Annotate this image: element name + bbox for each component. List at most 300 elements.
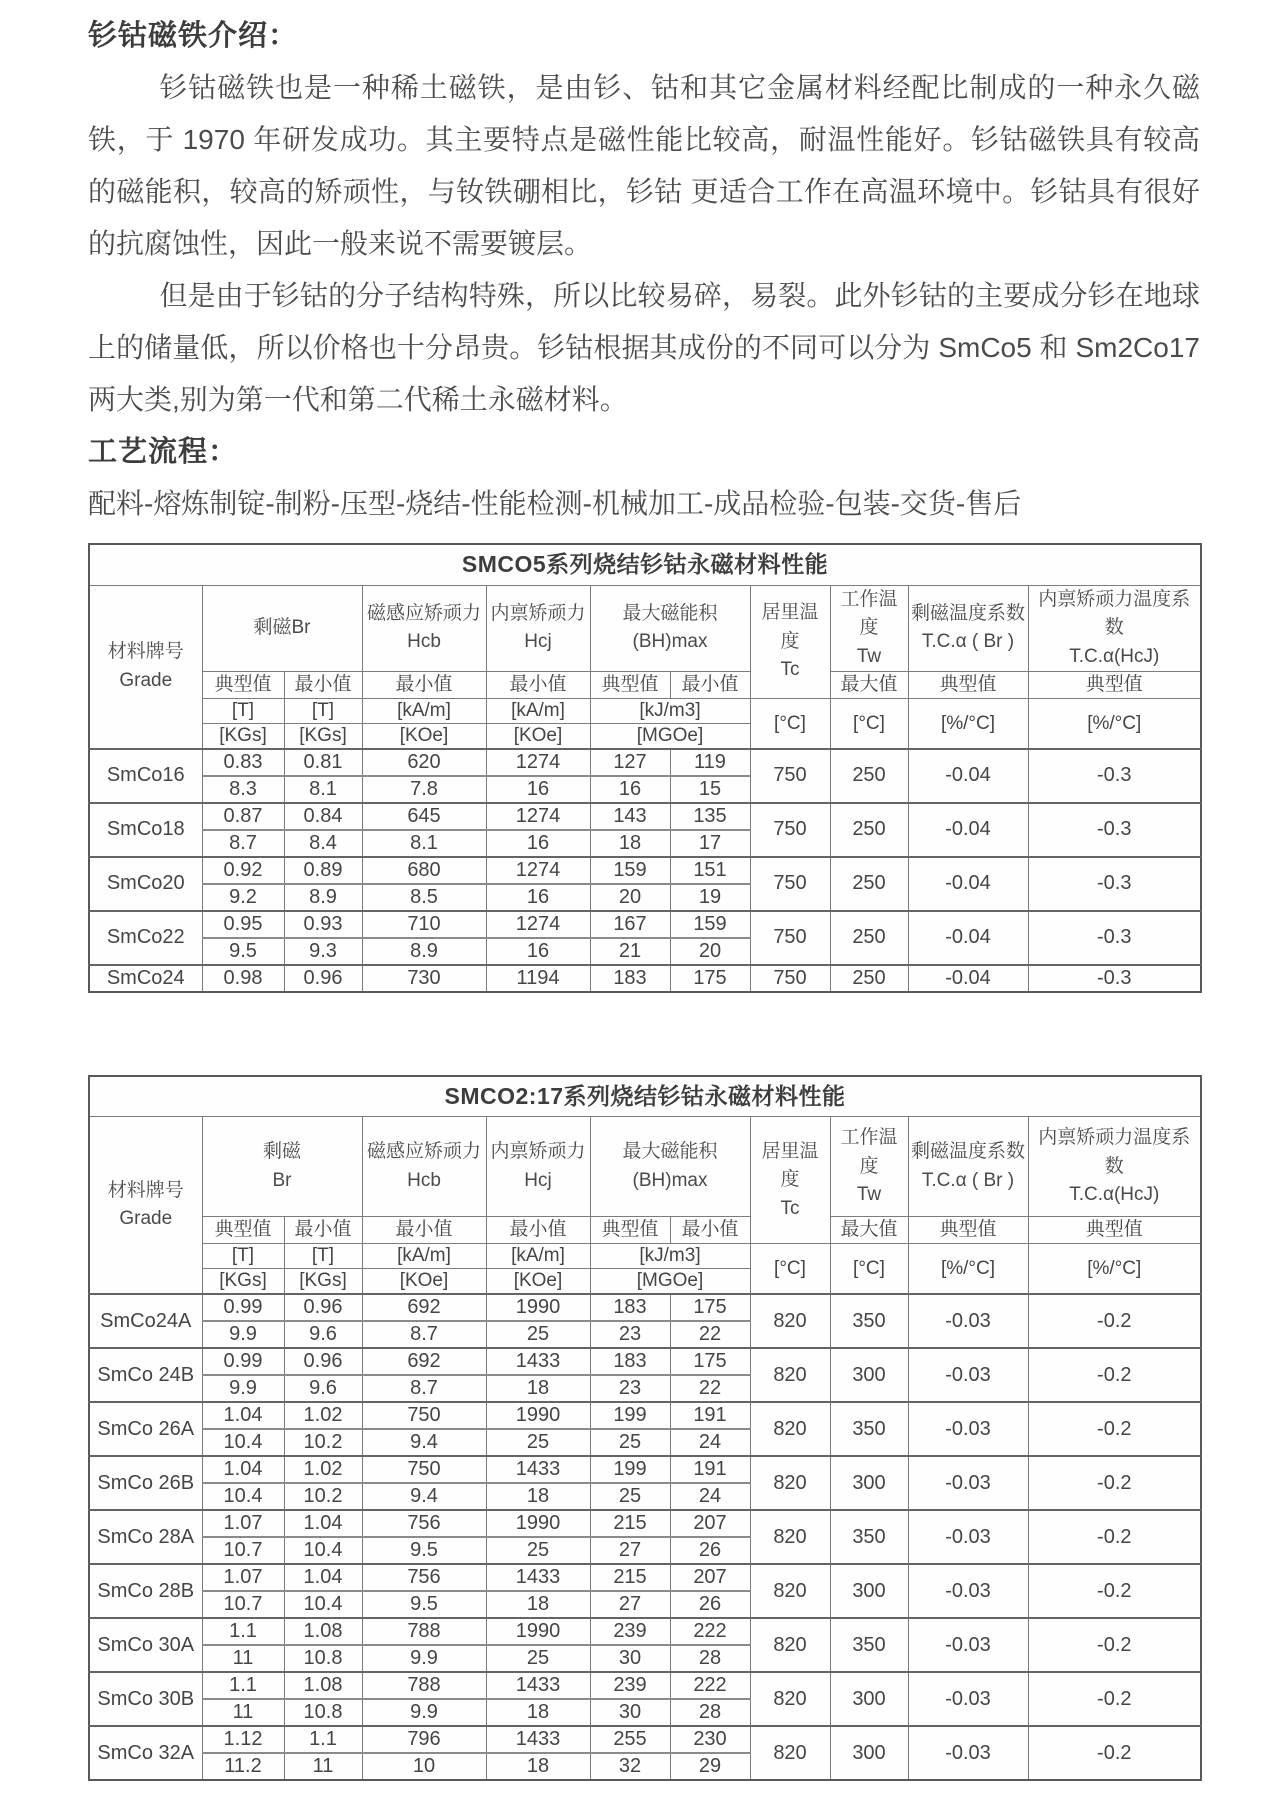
data-cell: 788 — [362, 1618, 486, 1645]
process-heading: 工艺流程： — [88, 436, 239, 468]
data-cell: 30 — [590, 1699, 670, 1726]
data-cell: 9.5 — [202, 938, 284, 965]
unit-label: [°C] — [830, 1244, 908, 1294]
data-cell: 1433 — [486, 1726, 590, 1753]
grade-cell: SmCo24 — [89, 965, 202, 992]
grade-cell: SmCo 26A — [89, 1402, 202, 1456]
data-cell: 0.99 — [202, 1294, 284, 1321]
data-cell: 7.8 — [362, 776, 486, 803]
data-cell: -0.04 — [908, 749, 1028, 803]
data-cell: 0.93 — [284, 911, 362, 938]
data-cell: 10.7 — [202, 1537, 284, 1564]
data-cell: 239 — [590, 1672, 670, 1699]
value-label: 典型值 — [908, 672, 1028, 699]
data-cell: 250 — [830, 749, 908, 803]
data-cell: 167 — [590, 911, 670, 938]
unit-label: [KGs] — [284, 724, 362, 749]
data-cell: 645 — [362, 803, 486, 830]
data-cell: 1274 — [486, 749, 590, 776]
data-cell: 20 — [670, 938, 750, 965]
data-cell: 8.7 — [202, 830, 284, 857]
grade-cell: SmCo 28B — [89, 1564, 202, 1618]
data-cell: 9.4 — [362, 1483, 486, 1510]
data-cell: 9.5 — [362, 1591, 486, 1618]
data-cell: 1.04 — [284, 1564, 362, 1591]
data-cell: 8.9 — [284, 884, 362, 911]
data-cell: -0.03 — [908, 1456, 1028, 1510]
data-cell: 300 — [830, 1456, 908, 1510]
data-cell: -0.3 — [1028, 857, 1201, 911]
data-cell: 18 — [486, 1483, 590, 1510]
data-cell: 692 — [362, 1348, 486, 1375]
data-cell: 1274 — [486, 857, 590, 884]
column-header-bhmax: 最大磁能积 (BH)max — [590, 1117, 750, 1217]
value-label: 最小值 — [670, 672, 750, 699]
data-cell: 119 — [670, 749, 750, 776]
column-header-hcb: 磁感应矫顽力 Hcb — [362, 585, 486, 672]
data-cell: 1433 — [486, 1348, 590, 1375]
data-cell: 10.4 — [284, 1591, 362, 1618]
data-cell: 756 — [362, 1564, 486, 1591]
data-cell: 1.08 — [284, 1618, 362, 1645]
data-cell: 0.96 — [284, 965, 362, 992]
grade-cell: SmCo16 — [89, 749, 202, 803]
intro-paragraph-1: 钐钴磁铁也是一种稀土磁铁，是由钐、钴和其它金属材料经配比制成的一种永久磁铁，于 1970 年研发成功。其主要特点是磁性能比较高，耐温性能好。钐钴磁铁具有较高的磁能积，较高的矫顽性，与钕铁硼相比，钐钴 更适合工作在高温环境中。钐钴具有很好的抗腐蚀性，因此一般来说不需要镀层。 — [88, 72, 1200, 259]
data-cell: 19 — [670, 884, 750, 911]
data-cell: 10.8 — [284, 1645, 362, 1672]
data-cell: 0.99 — [202, 1348, 284, 1375]
data-cell: 159 — [670, 911, 750, 938]
data-cell: 1.12 — [202, 1726, 284, 1753]
unit-label: [KOe] — [486, 1269, 590, 1294]
data-cell: 756 — [362, 1510, 486, 1537]
data-cell: 1433 — [486, 1564, 590, 1591]
data-cell: 750 — [750, 965, 830, 992]
unit-label: [MGOe] — [590, 1269, 750, 1294]
data-cell: 1.04 — [202, 1402, 284, 1429]
unit-label: [%/°C] — [908, 1244, 1028, 1294]
unit-label: [KOe] — [362, 1269, 486, 1294]
value-label: 最小值 — [362, 672, 486, 699]
data-cell: 820 — [750, 1564, 830, 1618]
data-cell: 300 — [830, 1672, 908, 1726]
data-cell: 8.3 — [202, 776, 284, 803]
column-header-tc: 居里温度 Tc — [750, 1117, 830, 1244]
unit-label: [°C] — [750, 1244, 830, 1294]
column-header-tchcj: 内禀矫顽力温度系数 T.C.α(HcJ) — [1028, 585, 1201, 672]
value-label: 最小值 — [670, 1217, 750, 1244]
data-cell: -0.03 — [908, 1672, 1028, 1726]
data-cell: 0.83 — [202, 749, 284, 776]
data-cell: 1.02 — [284, 1402, 362, 1429]
data-cell: -0.03 — [908, 1294, 1028, 1348]
data-cell: 350 — [830, 1618, 908, 1672]
data-cell: 10 — [362, 1753, 486, 1780]
data-cell: 250 — [830, 911, 908, 965]
data-cell: 230 — [670, 1726, 750, 1753]
data-cell: 8.5 — [362, 884, 486, 911]
data-cell: 32 — [590, 1753, 670, 1780]
unit-label: [%/°C] — [908, 699, 1028, 749]
data-cell: -0.03 — [908, 1348, 1028, 1402]
data-cell: 25 — [486, 1321, 590, 1348]
grade-cell: SmCo22 — [89, 911, 202, 965]
value-label: 典型值 — [1028, 1217, 1201, 1244]
data-cell: 9.9 — [362, 1699, 486, 1726]
value-label: 最小值 — [486, 1217, 590, 1244]
value-label: 最大值 — [830, 672, 908, 699]
value-label: 典型值 — [202, 1217, 284, 1244]
smco217-properties-table — [88, 1075, 1202, 1781]
unit-label: [kA/m] — [362, 699, 486, 724]
grade-cell: SmCo 28A — [89, 1510, 202, 1564]
data-cell: 692 — [362, 1294, 486, 1321]
data-cell: 27 — [590, 1591, 670, 1618]
data-cell: 0.84 — [284, 803, 362, 830]
data-cell: 199 — [590, 1402, 670, 1429]
data-cell: -0.2 — [1028, 1564, 1201, 1618]
data-cell: 710 — [362, 911, 486, 938]
data-cell: -0.3 — [1028, 803, 1201, 857]
unit-label: [MGOe] — [590, 724, 750, 749]
data-cell: 9.4 — [362, 1429, 486, 1456]
data-cell: 222 — [670, 1618, 750, 1645]
data-cell: -0.2 — [1028, 1402, 1201, 1456]
unit-label: [kA/m] — [486, 1244, 590, 1269]
grade-cell: SmCo18 — [89, 803, 202, 857]
data-cell: -0.2 — [1028, 1348, 1201, 1402]
value-label: 典型值 — [908, 1217, 1028, 1244]
data-cell: 18 — [590, 830, 670, 857]
data-cell: 1274 — [486, 803, 590, 830]
data-cell: 350 — [830, 1402, 908, 1456]
data-cell: 1990 — [486, 1402, 590, 1429]
data-cell: 350 — [830, 1294, 908, 1348]
data-cell: 9.2 — [202, 884, 284, 911]
data-cell: 28 — [670, 1645, 750, 1672]
data-cell: 16 — [486, 938, 590, 965]
data-cell: 820 — [750, 1402, 830, 1456]
intro-heading: 钐钴磁铁介绍： — [88, 20, 299, 52]
data-cell: 127 — [590, 749, 670, 776]
data-cell: 191 — [670, 1402, 750, 1429]
data-cell: 9.9 — [202, 1321, 284, 1348]
data-cell: 300 — [830, 1348, 908, 1402]
column-header-hcj: 内禀矫顽力 Hcj — [486, 585, 590, 672]
data-cell: 350 — [830, 1510, 908, 1564]
process-line: 配料-熔炼制锭-制粉-压型-烧结-性能检测-机械加工-成品检验-包装-交货-售后 — [88, 488, 1022, 519]
unit-label: [kA/m] — [486, 699, 590, 724]
data-cell: 9.9 — [362, 1645, 486, 1672]
value-label: 典型值 — [590, 1217, 670, 1244]
unit-label: [KGs] — [202, 1269, 284, 1294]
table-title: SMCO5系列烧结钐钴永磁材料性能 — [89, 544, 1201, 585]
column-header-bhmax: 最大磁能积 (BH)max — [590, 585, 750, 672]
data-cell: -0.2 — [1028, 1672, 1201, 1726]
data-cell: 0.95 — [202, 911, 284, 938]
data-cell: 1194 — [486, 965, 590, 992]
data-cell: 18 — [486, 1375, 590, 1402]
data-cell: 175 — [670, 1294, 750, 1321]
column-header-hcb: 磁感应矫顽力 Hcb — [362, 1117, 486, 1217]
data-cell: 750 — [750, 803, 830, 857]
data-cell: 1.04 — [284, 1510, 362, 1537]
value-label: 最小值 — [362, 1217, 486, 1244]
data-cell: 207 — [670, 1510, 750, 1537]
data-cell: 23 — [590, 1321, 670, 1348]
data-cell: 8.4 — [284, 830, 362, 857]
data-cell: 9.3 — [284, 938, 362, 965]
data-cell: 0.87 — [202, 803, 284, 830]
data-cell: 10.8 — [284, 1699, 362, 1726]
data-cell: -0.04 — [908, 911, 1028, 965]
data-cell: 25 — [590, 1483, 670, 1510]
data-cell: 25 — [486, 1429, 590, 1456]
data-cell: -0.04 — [908, 803, 1028, 857]
data-cell: 16 — [590, 776, 670, 803]
unit-label: [KGs] — [284, 1269, 362, 1294]
data-cell: -0.03 — [908, 1510, 1028, 1564]
data-cell: 9.6 — [284, 1375, 362, 1402]
column-header-tw: 工作温度 Tw — [830, 585, 908, 672]
value-label: 典型值 — [1028, 672, 1201, 699]
data-cell: 10.4 — [284, 1537, 362, 1564]
unit-label: [kJ/m3] — [590, 1244, 750, 1269]
data-cell: 215 — [590, 1564, 670, 1591]
data-cell: 9.5 — [362, 1537, 486, 1564]
unit-label: [KOe] — [486, 724, 590, 749]
data-cell: 250 — [830, 857, 908, 911]
column-header-tc: 居里温度 Tc — [750, 585, 830, 699]
value-label: 最小值 — [284, 1217, 362, 1244]
unit-label: [T] — [284, 699, 362, 724]
smco5-properties-table — [88, 543, 1202, 993]
data-cell: 1990 — [486, 1294, 590, 1321]
data-cell: 8.7 — [362, 1375, 486, 1402]
data-cell: -0.03 — [908, 1402, 1028, 1456]
data-cell: 820 — [750, 1348, 830, 1402]
data-cell: 175 — [670, 1348, 750, 1375]
data-cell: -0.3 — [1028, 911, 1201, 965]
data-cell: 1.02 — [284, 1456, 362, 1483]
data-cell: 300 — [830, 1564, 908, 1618]
data-cell: 199 — [590, 1456, 670, 1483]
unit-label: [%/°C] — [1028, 1244, 1201, 1294]
data-cell: 0.92 — [202, 857, 284, 884]
data-cell: -0.2 — [1028, 1618, 1201, 1672]
grade-cell: SmCo 30A — [89, 1618, 202, 1672]
data-cell: 796 — [362, 1726, 486, 1753]
column-header-br: 剩磁Br — [202, 585, 362, 672]
value-label: 典型值 — [590, 672, 670, 699]
data-cell: 10.4 — [202, 1483, 284, 1510]
data-cell: 18 — [486, 1699, 590, 1726]
data-cell: 239 — [590, 1618, 670, 1645]
data-cell: 1.08 — [284, 1672, 362, 1699]
data-cell: 23 — [590, 1375, 670, 1402]
data-cell: 8.1 — [362, 830, 486, 857]
column-header-grade: 材料牌号 Grade — [89, 585, 202, 749]
data-cell: -0.2 — [1028, 1294, 1201, 1348]
value-label: 最大值 — [830, 1217, 908, 1244]
data-cell: 0.81 — [284, 749, 362, 776]
grade-cell: SmCo20 — [89, 857, 202, 911]
data-cell: 18 — [486, 1591, 590, 1618]
data-cell: 1990 — [486, 1510, 590, 1537]
column-header-tchcj: 内禀矫顽力温度系数 T.C.α(HcJ) — [1028, 1117, 1201, 1217]
data-cell: 300 — [830, 1726, 908, 1780]
data-cell: 1.1 — [284, 1726, 362, 1753]
data-cell: 820 — [750, 1510, 830, 1564]
data-cell: 750 — [750, 911, 830, 965]
data-cell: 135 — [670, 803, 750, 830]
value-label: 最小值 — [284, 672, 362, 699]
data-cell: 750 — [362, 1456, 486, 1483]
data-cell: 620 — [362, 749, 486, 776]
data-cell: 183 — [590, 1294, 670, 1321]
data-cell: 250 — [830, 965, 908, 992]
unit-label: [%/°C] — [1028, 699, 1201, 749]
data-cell: 0.96 — [284, 1348, 362, 1375]
grade-cell: SmCo 26B — [89, 1456, 202, 1510]
unit-label: [kA/m] — [362, 1244, 486, 1269]
data-cell: 1990 — [486, 1618, 590, 1645]
data-cell: 18 — [486, 1753, 590, 1780]
data-cell: 10.7 — [202, 1591, 284, 1618]
data-cell: 11 — [202, 1699, 284, 1726]
data-cell: 10.4 — [202, 1429, 284, 1456]
data-cell: 25 — [590, 1429, 670, 1456]
data-cell: 255 — [590, 1726, 670, 1753]
unit-label: [T] — [284, 1244, 362, 1269]
data-cell: 750 — [362, 1402, 486, 1429]
unit-label: [KGs] — [202, 724, 284, 749]
data-cell: 183 — [590, 965, 670, 992]
unit-label: [T] — [202, 1244, 284, 1269]
data-cell: 8.9 — [362, 938, 486, 965]
data-cell: 26 — [670, 1591, 750, 1618]
data-cell: -0.03 — [908, 1618, 1028, 1672]
column-header-tw: 工作温度 Tw — [830, 1117, 908, 1217]
data-cell: 24 — [670, 1483, 750, 1510]
data-cell: 9.6 — [284, 1321, 362, 1348]
column-header-tcbr: 剩磁温度系数 T.C.α ( Br ) — [908, 585, 1028, 672]
unit-label: [°C] — [750, 699, 830, 749]
data-cell: 750 — [750, 857, 830, 911]
value-label: 最小值 — [486, 672, 590, 699]
data-cell: 16 — [486, 776, 590, 803]
intro-paragraph-2: 但是由于钐钴的分子结构特殊，所以比较易碎，易裂。此外钐钴的主要成分钐在地球上的储量低，所以价格也十分昂贵。钐钴根据其成份的不同可以分为 SmCo5 和 Sm2Co17 两大类,别为第一代和第二代稀土永磁材料。 — [88, 280, 1200, 415]
data-cell: 1.1 — [202, 1672, 284, 1699]
data-cell: 29 — [670, 1753, 750, 1780]
data-cell: 11 — [284, 1753, 362, 1780]
data-cell: 26 — [670, 1537, 750, 1564]
column-header-tcbr: 剩磁温度系数 T.C.α ( Br ) — [908, 1117, 1028, 1217]
data-cell: 191 — [670, 1456, 750, 1483]
data-cell: 1274 — [486, 911, 590, 938]
data-cell: 680 — [362, 857, 486, 884]
data-cell: 183 — [590, 1348, 670, 1375]
data-cell: -0.2 — [1028, 1456, 1201, 1510]
data-cell: -0.03 — [908, 1564, 1028, 1618]
grade-cell: SmCo 32A — [89, 1726, 202, 1780]
data-cell: 0.98 — [202, 965, 284, 992]
table-title: SMCO2:17系列烧结钐钴永磁材料性能 — [89, 1076, 1201, 1117]
data-cell: 16 — [486, 884, 590, 911]
data-cell: 25 — [486, 1537, 590, 1564]
data-cell: 1.07 — [202, 1510, 284, 1537]
column-header-grade: 材料牌号 Grade — [89, 1117, 202, 1294]
data-cell: 250 — [830, 803, 908, 857]
data-cell: 25 — [486, 1645, 590, 1672]
data-cell: 143 — [590, 803, 670, 830]
data-cell: 20 — [590, 884, 670, 911]
data-cell: 820 — [750, 1294, 830, 1348]
data-cell: 11 — [202, 1645, 284, 1672]
data-cell: 21 — [590, 938, 670, 965]
data-cell: 10.2 — [284, 1483, 362, 1510]
data-cell: 159 — [590, 857, 670, 884]
unit-label: [°C] — [830, 699, 908, 749]
data-cell: 0.89 — [284, 857, 362, 884]
data-cell: 8.1 — [284, 776, 362, 803]
data-cell: 1433 — [486, 1672, 590, 1699]
document-page — [88, 10, 1200, 1781]
data-cell: -0.03 — [908, 1726, 1028, 1780]
data-cell: 27 — [590, 1537, 670, 1564]
column-header-br: 剩磁 Br — [202, 1117, 362, 1217]
data-cell: 17 — [670, 830, 750, 857]
data-cell: 222 — [670, 1672, 750, 1699]
data-cell: 151 — [670, 857, 750, 884]
data-cell: 215 — [590, 1510, 670, 1537]
data-cell: 820 — [750, 1456, 830, 1510]
data-cell: 207 — [670, 1564, 750, 1591]
grade-cell: SmCo 30B — [89, 1672, 202, 1726]
data-cell: 1.04 — [202, 1456, 284, 1483]
unit-label: [KOe] — [362, 724, 486, 749]
data-cell: 22 — [670, 1321, 750, 1348]
data-cell: 28 — [670, 1699, 750, 1726]
data-cell: 1.1 — [202, 1618, 284, 1645]
data-cell: 8.7 — [362, 1321, 486, 1348]
data-cell: 24 — [670, 1429, 750, 1456]
data-cell: 22 — [670, 1375, 750, 1402]
data-cell: -0.04 — [908, 857, 1028, 911]
data-cell: 175 — [670, 965, 750, 992]
data-cell: -0.04 — [908, 965, 1028, 992]
data-cell: 0.96 — [284, 1294, 362, 1321]
data-cell: -0.3 — [1028, 749, 1201, 803]
data-cell: 788 — [362, 1672, 486, 1699]
data-cell: 750 — [750, 749, 830, 803]
data-cell: -0.2 — [1028, 1510, 1201, 1564]
data-cell: 820 — [750, 1672, 830, 1726]
data-cell: 9.9 — [202, 1375, 284, 1402]
data-cell: 15 — [670, 776, 750, 803]
grade-cell: SmCo24A — [89, 1294, 202, 1348]
unit-label: [T] — [202, 699, 284, 724]
data-cell: 11.2 — [202, 1753, 284, 1780]
data-cell: -0.2 — [1028, 1726, 1201, 1780]
data-cell: 10.2 — [284, 1429, 362, 1456]
data-cell: 16 — [486, 830, 590, 857]
grade-cell: SmCo 24B — [89, 1348, 202, 1402]
value-label: 典型值 — [202, 672, 284, 699]
data-cell: 820 — [750, 1726, 830, 1780]
column-header-hcj: 内禀矫顽力 Hcj — [486, 1117, 590, 1217]
data-cell: 820 — [750, 1618, 830, 1672]
